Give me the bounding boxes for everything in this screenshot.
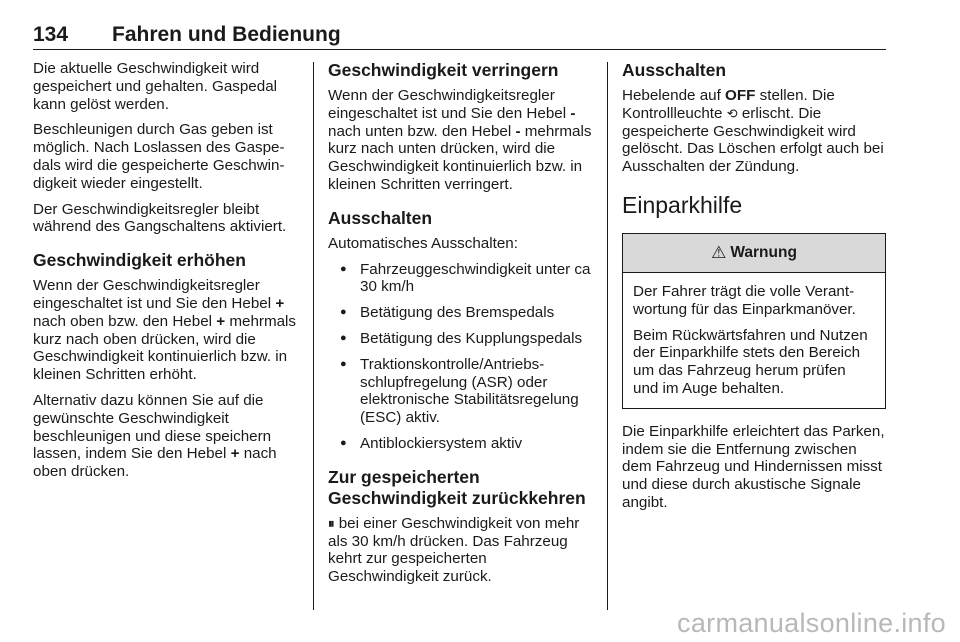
chapter-title: Fahren und Bedienung [112, 23, 341, 46]
warning-body [623, 273, 885, 408]
section-heading-off: Ausschalten [622, 60, 727, 80]
off-label: OFF [725, 87, 756, 104]
paragraph: Beim Rückwärtsfahren und Nutzen der Einparkhilfe stets den Bereich um das Fahrzeug herum prüfen und im Auge behalten. [633, 326, 868, 397]
warning-box [622, 233, 886, 409]
plus-key: + [275, 294, 285, 312]
list-item: ● Betätigung des Bremspedals [328, 304, 594, 322]
paragraph: Wenn der Geschwindigkeitsregler eingeschaltet ist und Sie den Hebel + nach oben bzw. den Hebel + mehrmals kurz nach oben drücken, wird die Geschwindigkeit kontinuierlich bzw. in kleinen Schritten erhöht. [33, 277, 297, 384]
warning-icon: ⚠ [711, 243, 727, 263]
paragraph: Hebelende auf OFF stellen. Die Kontrollleuchte ⟲ erlischt. Die gespeicherte Geschwindigkeit wird gelöscht. Das Löschen erfolgt auch bei Ausschalten der Zündung. [622, 87, 884, 176]
paragraph: Wenn der Geschwindigkeitsregler eingeschaltet ist und Sie den Hebel - nach unten bzw. den Hebel - mehrmals kurz nach unten drücken, wird die Geschwindigkeit kontinuierlich bzw. in kleinen Schritten verringert. [328, 87, 592, 193]
section-heading-increase: Geschwindigkeit erhöhen [33, 250, 246, 271]
bullet-list [328, 261, 594, 453]
minus-key: - [515, 122, 521, 140]
minus-key: - [570, 104, 576, 122]
section-heading-parking: Einparkhilfe [622, 191, 743, 218]
plus-key: + [230, 445, 240, 463]
column-divider [313, 62, 314, 610]
watermark: carmanualsonline.info [677, 608, 946, 638]
paragraph: Beschleunigen durch Gas geben ist möglich. Nach Loslassen des Gaspedals wird die gespeicherte Geschwindigkeit wieder eingestellt. [33, 121, 285, 192]
list-item: ● Fahrzeuggeschwindigkeit unter ca 30 km/h [328, 261, 594, 297]
list-item: ● Antiblockiersystem aktiv [328, 435, 594, 453]
paragraph: Die Einparkhilfe erleichtert das Parken, indem sie die Entfernung zwischen dem Fahrzeug und Hindernissen misst und diese durch akustische Signale angibt. [622, 422, 885, 511]
column-3 [622, 60, 886, 520]
paragraph: ⏸ bei einer Geschwindigkeit von mehr als 30 km/h drücken. Das Fahrzeug kehrt zur gespeicherten Geschwindigkeit zurück. [328, 514, 580, 586]
paragraph: Alternativ dazu können Sie auf die gewünschte Geschwindigkeit beschleunigen und diese speichern lassen, indem Sie den Hebel + nach oben drücken. [33, 391, 277, 481]
paragraph: Automatisches Ausschalten: [328, 234, 518, 252]
paragraph: Die aktuelle Geschwindigkeit wird gespeichert und gehalten. Gaspedal kann gelöst werden. [33, 60, 278, 113]
list-item: ● Traktionskontrolle/Antriebsschlupfregelung (ASR) oder elektronische Stabilitätsregelung (ESC) aktiv. [328, 356, 594, 427]
paragraph: Der Fahrer trägt die volle Verantwortung für das Einparkmanöver. [633, 282, 856, 318]
list-item: ● Betätigung des Kupplungspedals [328, 330, 594, 348]
warning-label: Warnung [730, 244, 797, 262]
plus-key: + [216, 312, 226, 330]
column-divider [607, 62, 608, 610]
section-heading-decrease: Geschwindigkeit verringern [328, 60, 559, 80]
cruise-control-icon: ⟲ [726, 105, 738, 121]
warning-header [623, 234, 885, 273]
column-2 [328, 60, 594, 594]
section-heading-resume: Zur gespeicherten Geschwindigkeit zurückkehren [328, 466, 586, 508]
section-heading-off: Ausschalten [328, 207, 433, 228]
page-number: 134 [33, 23, 69, 46]
pause-icon: ⏸ [328, 515, 335, 531]
page-header [33, 23, 886, 50]
paragraph: Der Geschwindigkeitsregler bleibt während des Gangschaltens aktiviert. [33, 200, 287, 236]
column-1 [33, 60, 301, 489]
